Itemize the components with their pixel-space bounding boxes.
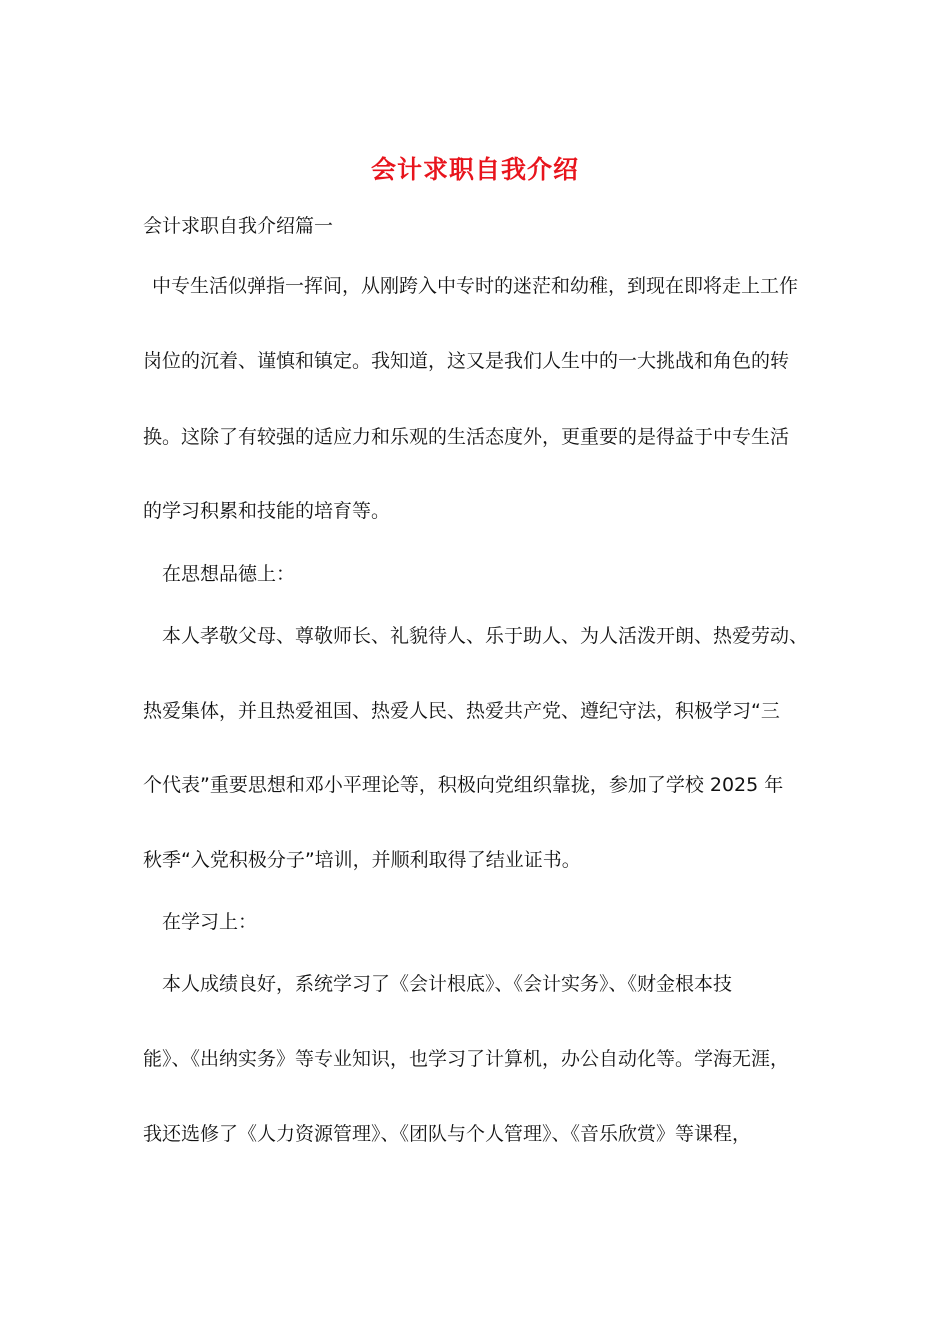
paragraph-line: 热爱集体，并且热爱祖国、热爱人民、热爱共产党、遵纪守法，积极学习“三 — [143, 700, 780, 722]
subheading-study: 在学习上： — [162, 911, 258, 933]
paragraph-line: 的学习积累和技能的培育等。 — [143, 500, 391, 522]
subheading-moral: 在思想品德上： — [162, 563, 296, 585]
paragraph-line: 岗位的沉着、谨慎和镇定。我知道，这又是我们人生中的一大挑战和角色的转 — [143, 350, 790, 372]
paragraph-line: 秋季“入党积极分子”培训，并顺利取得了结业证书。 — [143, 849, 581, 871]
document-title: 会计求职自我介绍 — [370, 155, 579, 184]
paragraph-line: 能》、《出纳实务》等专业知识，也学习了计算机，办公自动化等。学海无涯， — [143, 1048, 790, 1070]
paragraph-line: 中专生活似弹指一挥间，从刚跨入中专时的迷茫和幼稚，到现在即将走上工作 — [152, 275, 799, 297]
paragraph-line: 本人成绩良好，系统学习了《会计根底》、《会计实务》、《财金根本技 — [162, 973, 733, 995]
paragraph-line: 我还选修了《人力资源管理》、《团队与个人管理》、《音乐欣赏》等课程， — [143, 1123, 752, 1145]
paragraph-line: 本人孝敬父母、尊敬师长、礼貌待人、乐于助人、为人活泼开朗、热爱劳动、 — [162, 625, 809, 647]
paragraph-line: 换。这除了有较强的适应力和乐观的生活态度外，更重要的是得益于中专生活 — [143, 426, 790, 448]
paragraph-line: 个代表”重要思想和邓小平理论等，积极向党组织靠拢，参加了学校 2025 年 — [143, 774, 784, 796]
section-heading: 会计求职自我介绍篇一 — [143, 215, 334, 237]
